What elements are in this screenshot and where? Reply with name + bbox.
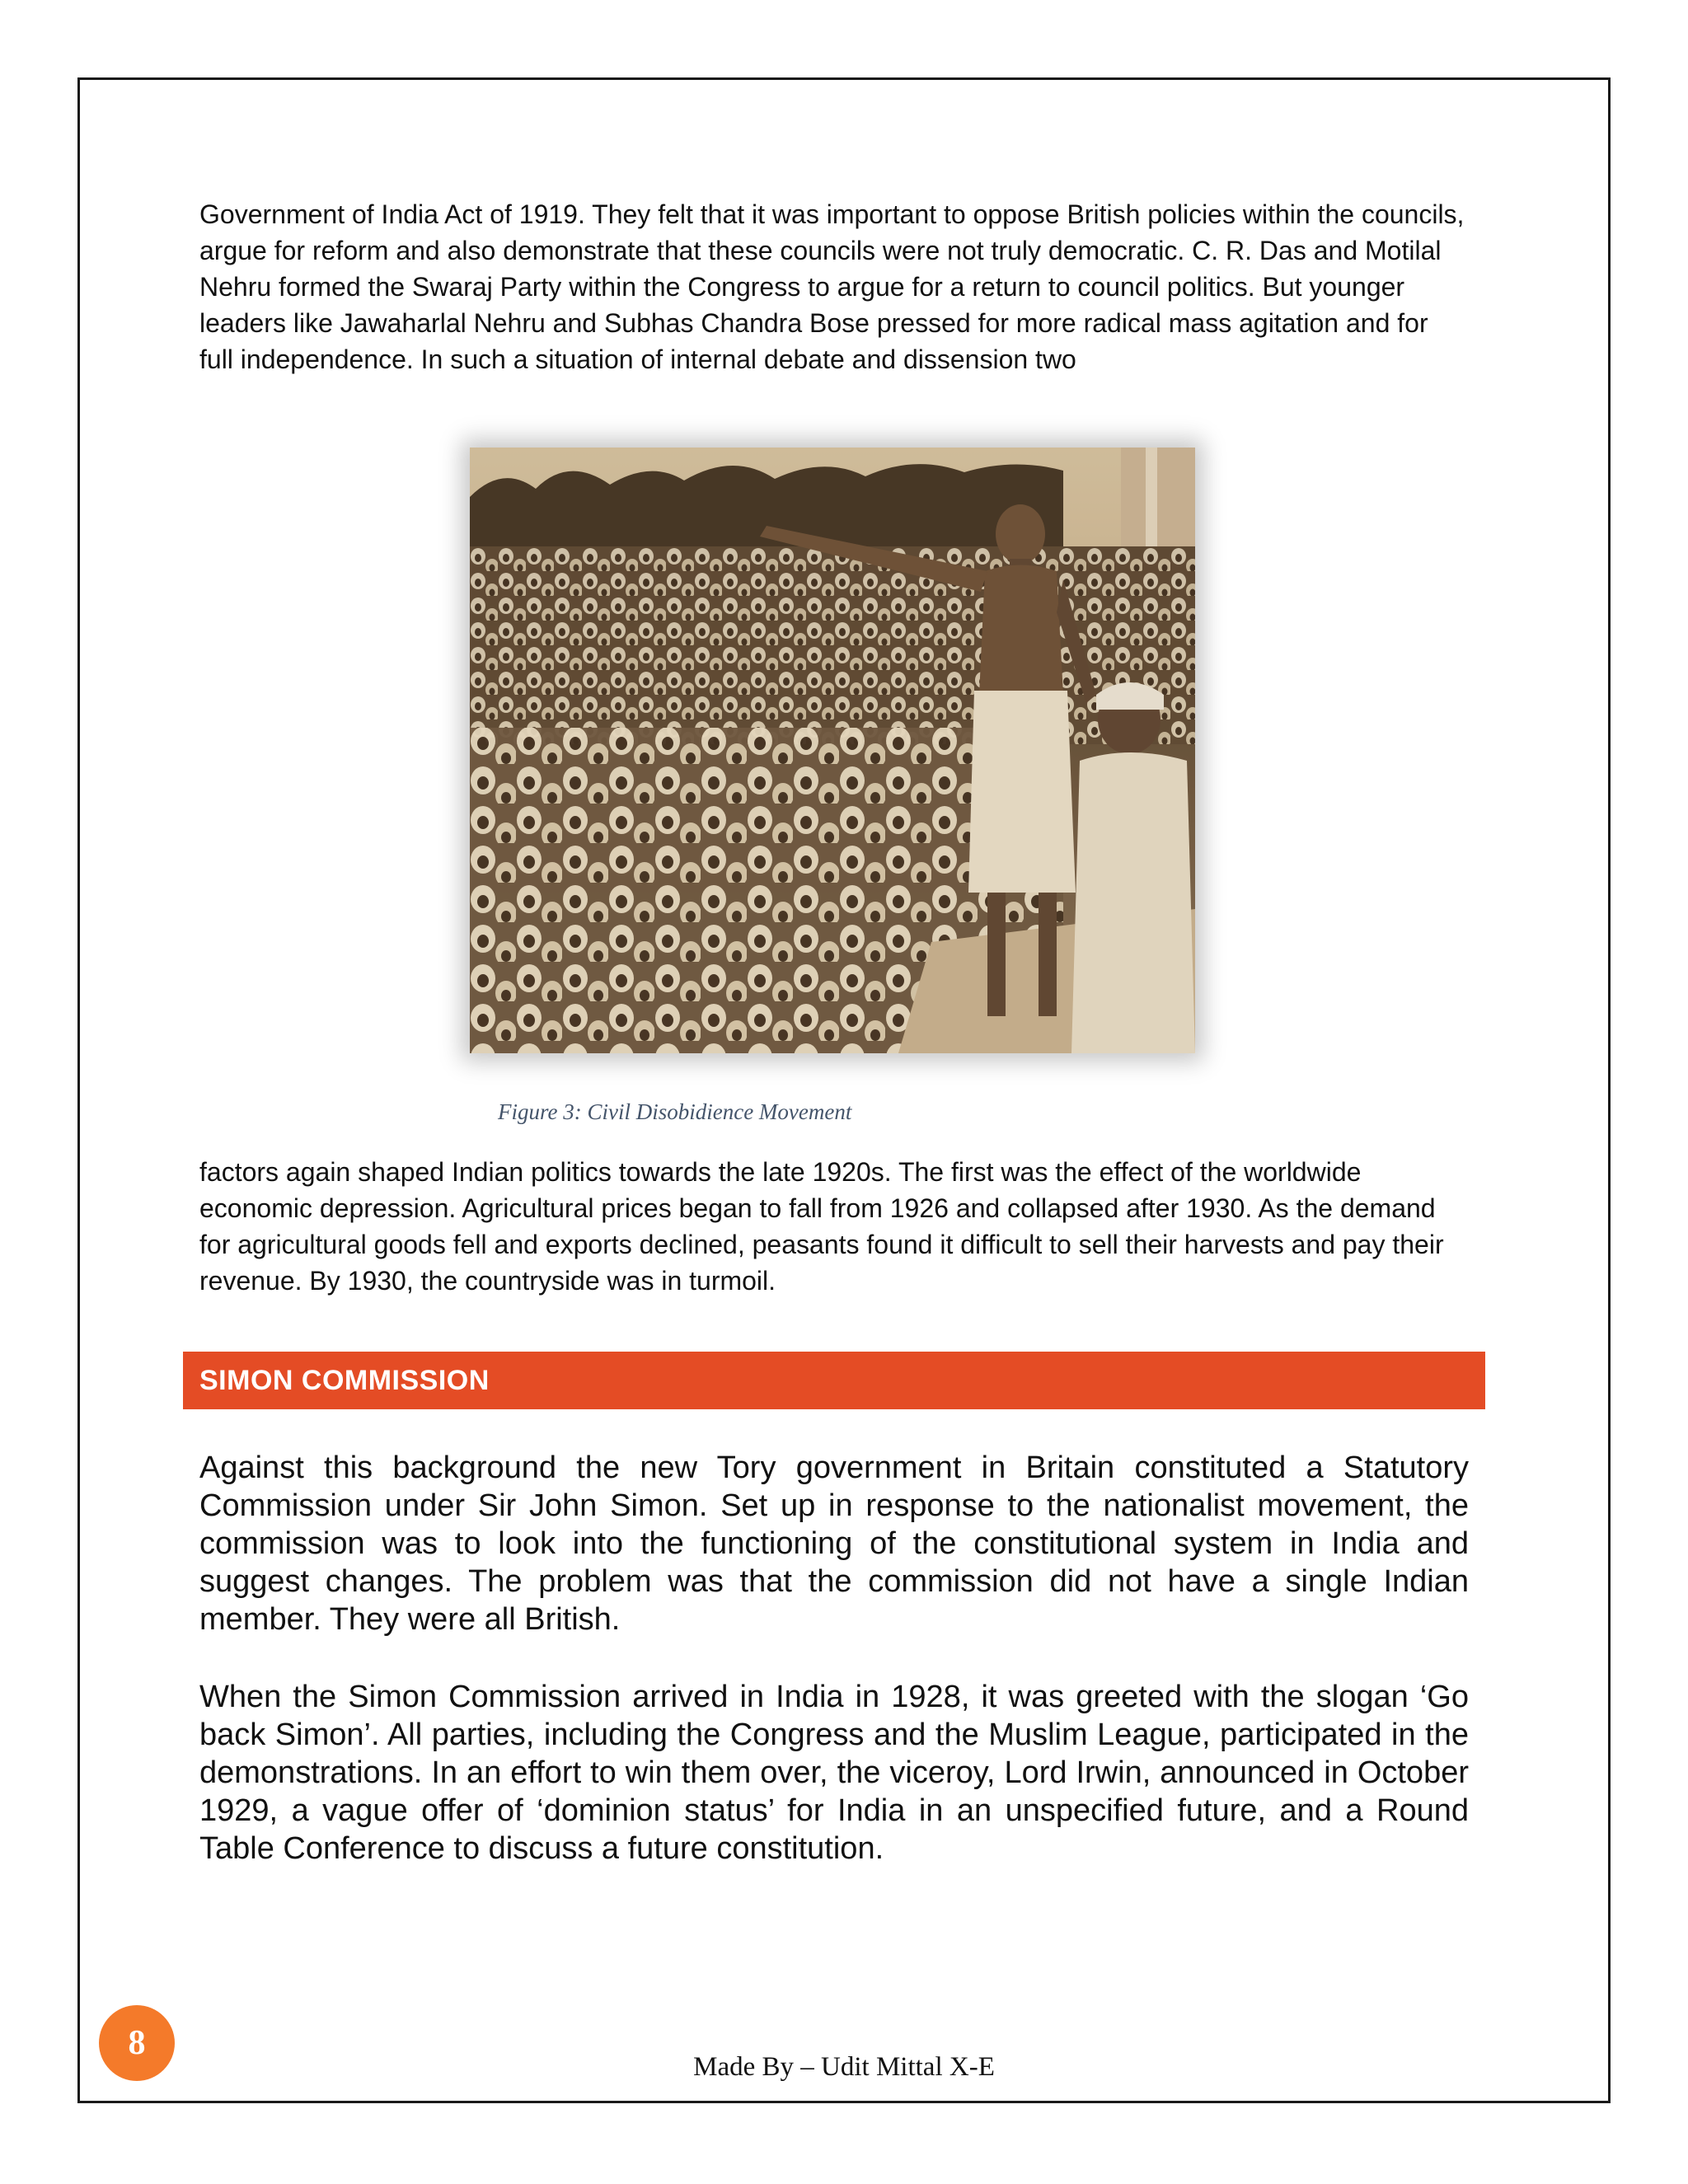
page-number: 8 [128, 2024, 146, 2062]
section-header-bar [183, 1352, 1485, 1409]
simon-commission-paragraph-1: Against this background the new Tory government in Britain constituted a Statutory Commission under Sir John Simon. Set up in response to the nationalist movement, the commission was to look into the functioning of the constitutional system in India and suggest changes. The problem was that the commission did not have a single Indian member. They were all British. [199, 1451, 1469, 1637]
simon-commission-paragraph-2: When the Simon Commission arrived in India in 1928, it was greeted with the slogan ‘Go back Simon’. All parties, including the Congress and the Muslim League, participated in the demonstrations. In an effort to win them over, the viceroy, Lord Irwin, announced in October 1929, a vague offer of ‘dominion status’ for India in an unspecified future, and a Round Table Conference to discuss a future constitution. [199, 1680, 1469, 1866]
after-figure-paragraph: factors again shaped Indian politics towards the late 1920s. The first was the effect of the worldwide economic depression. Agricultural prices began to fall from 1926 and collapsed after 1930. As the demand for agricultural goods fell and exports declined, peasants found it difficult to sell their harvests and pay their revenue. By 1930, the countryside was in turmoil. [199, 1157, 1444, 1296]
civil-disobedience-photo [470, 448, 1195, 1053]
photo-illustration [470, 448, 1195, 1053]
intro-paragraph: Government of India Act of 1919. They felt that it was important to oppose British policies within the councils, argue for reform and also demonstrate that these councils were not truly democratic. C. R. Das and Motilal Nehru formed the Swaraj Party within the Congress to argue for a return to council politics. But younger leaders like Jawaharlal Nehru and Subhas Chandra Bose pressed for more radical mass agitation and for full independence. In such a situation of internal debate and dissension two [199, 199, 1465, 374]
footer-credit: Made By – Udit Mittal X-E [693, 2052, 995, 2082]
section-title: SIMON COMMISSION [199, 1364, 490, 1396]
figure-caption: Figure 3: Civil Disobidience Movement [498, 1099, 852, 1124]
